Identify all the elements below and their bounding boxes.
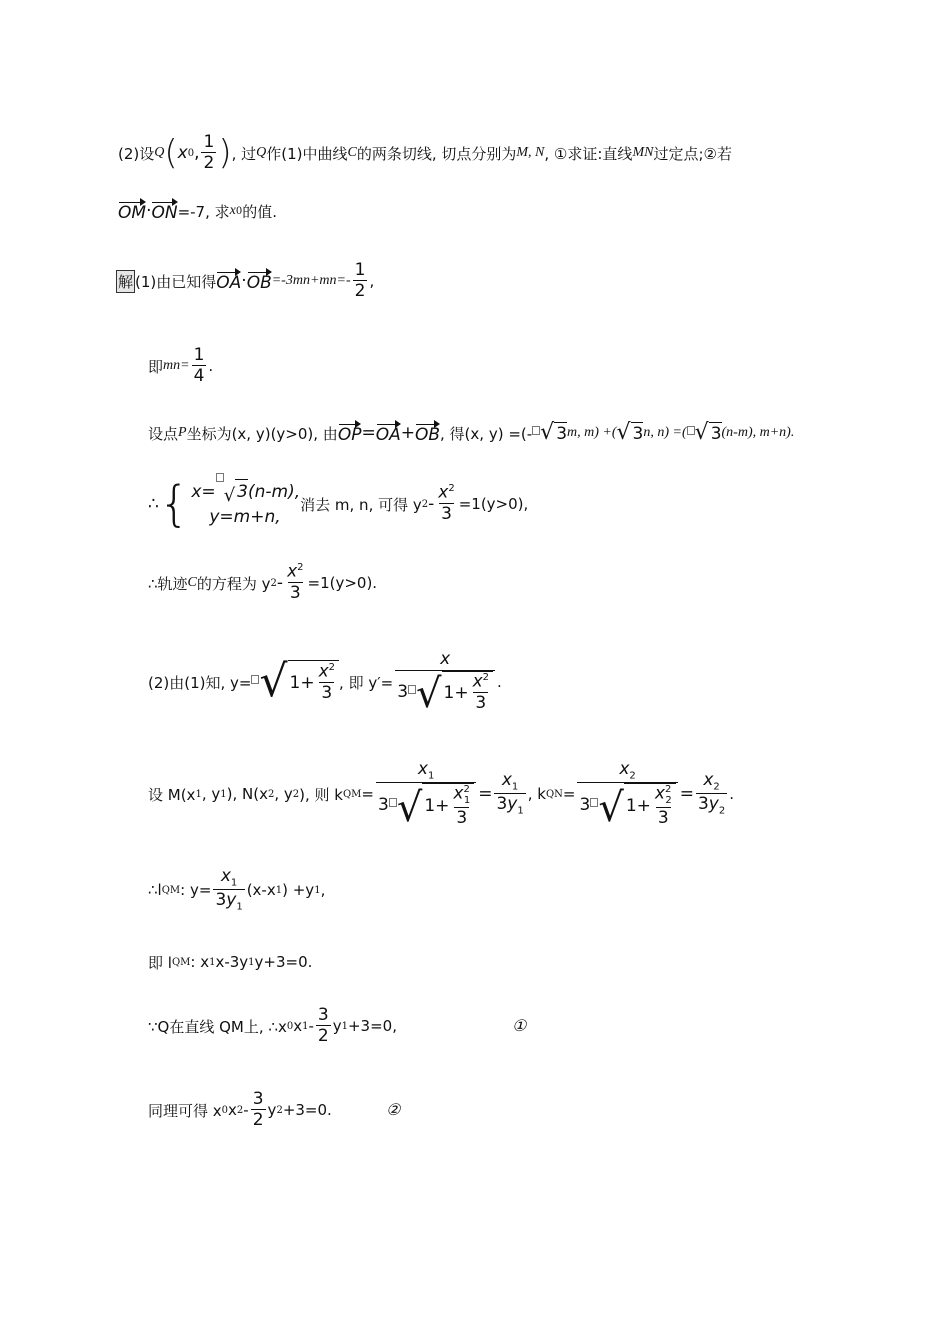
sqrt-3-a: √ 3: [540, 420, 568, 445]
plus-sign: +: [400, 423, 415, 443]
frac-den: 4: [193, 366, 205, 387]
equals-sign: =: [361, 423, 376, 443]
sol-l5-text: ∴轨迹: [148, 574, 188, 593]
sol-l9-text: 即 l: [148, 953, 172, 972]
placeholder-box-icon: [687, 426, 695, 435]
point-p: P: [178, 425, 187, 440]
three-halves: $\frac{3}{2}$: [317, 1004, 329, 1047]
line-mn: MN: [632, 145, 654, 160]
derivative-frac: [395, 649, 495, 717]
sub-qm: QM: [342, 788, 362, 800]
x-var: x: [472, 671, 483, 692]
sol-l10-b: x: [293, 1017, 303, 1035]
square-sup: 2: [448, 483, 455, 495]
sol-l3-a: m, m) +(: [567, 425, 617, 440]
sol-l5-end: =1(y>0).: [307, 574, 378, 592]
solution-label: 解: [116, 270, 135, 293]
sol-l7-d: ), 则 k: [299, 785, 343, 804]
frac-den: 3: [289, 583, 301, 604]
sub-qm: QM: [161, 884, 181, 896]
square-sup: 2: [482, 671, 490, 683]
placeholder-box-icon: [532, 426, 540, 435]
sol-l6-text: (2)由(1)知, y=: [148, 673, 252, 692]
solution-line-5: [148, 560, 377, 606]
sub-2: 2: [267, 788, 275, 800]
problem-text-c: 的两条切线, 切点分别为: [356, 144, 517, 163]
solution-line-11: [148, 1086, 448, 1134]
square-sup: 2: [297, 562, 304, 574]
problem-text-a: , 过: [231, 144, 257, 163]
sol-l4-end: =1(y>0),: [458, 495, 529, 513]
k-qn-frac: $x_2$ 3 √ 1+ $\frac{x^2_2}{3}$: [577, 760, 677, 828]
k-qm-frac: $x_1$ 3 √ 1+ $\frac{x^2_1}{3}$: [376, 760, 476, 828]
one-plus: 1+: [443, 682, 469, 703]
sub-0: 0: [286, 1020, 294, 1032]
sub-2: 2: [276, 1104, 283, 1116]
sol-l5-frac: [285, 562, 305, 604]
therefore-symbol: ∴: [148, 494, 159, 514]
sub-1: 1: [314, 884, 321, 896]
sub-2: 2: [292, 788, 300, 800]
problem-lead: (2)设: [118, 144, 155, 163]
vector-om: OM: [118, 199, 146, 223]
inner-frac: [471, 672, 491, 714]
solution-line-3: [148, 418, 794, 448]
placeholder-box-icon: [590, 798, 598, 807]
sol-l7-end: .: [729, 785, 734, 803]
radicand: 3: [632, 423, 644, 444]
x0-sub: 0: [235, 205, 243, 217]
solution-line-1: [116, 258, 374, 304]
q-fraction: [201, 133, 216, 174]
three-halves: $\frac{3}{2}$: [252, 1088, 264, 1131]
sol-l2-var: mn=: [163, 358, 190, 373]
square-sup: 2: [270, 577, 277, 589]
x-var: x: [318, 661, 329, 682]
sub-1: 1: [341, 1020, 348, 1032]
square-sup: 2: [421, 498, 429, 510]
sol-l3-c: (n-m), m+n).: [721, 425, 795, 440]
sqrt-expression-2: √ 1+ $\frac{x^2}{3}$: [416, 671, 493, 714]
sol-l2-text: 即: [148, 357, 164, 376]
sol-l10-text: ∵Q在直线 QM上, ∴x: [148, 1017, 287, 1036]
problem-text-f: 的值.: [242, 202, 278, 221]
y-var: y: [267, 1101, 277, 1119]
sol-l8-d: ,: [320, 881, 326, 899]
sol-l4-text: 消去 m, n, 可得 y: [300, 495, 422, 514]
q-x: x: [177, 143, 188, 163]
sol-l3-mid: 坐标为(x, y)(y>0), 由: [186, 424, 338, 443]
equation-marker-2: ②: [386, 1102, 401, 1119]
y-var: y: [332, 1017, 342, 1035]
sol-l1-text: (1)由已知得: [135, 272, 217, 291]
vector-on: ON: [151, 199, 177, 223]
sub-1: 1: [302, 1020, 309, 1032]
sub-0: 0: [221, 1104, 229, 1116]
problem-text-e: 过定点;②若: [653, 144, 732, 163]
vector-ob: OB: [247, 269, 272, 293]
frac-den: 3: [441, 504, 452, 525]
sol-l8-text: ∴l: [148, 881, 162, 899]
problem-text-b: 作(1)中曲线: [266, 144, 348, 163]
solution-line-6: [148, 644, 502, 720]
radicand: 3: [710, 423, 722, 444]
sol-l4-frac: [436, 483, 456, 525]
sol-l7-c: , y: [274, 785, 293, 803]
x0-var: x: [229, 203, 236, 218]
radicand: 3: [556, 423, 568, 444]
right-paren: ): [218, 133, 232, 173]
sub-1: 1: [195, 788, 202, 800]
q-x-sub: 0: [187, 147, 195, 159]
left-brace: {: [158, 476, 190, 532]
vector-oa: OA: [216, 269, 241, 293]
k-qn-simplified: $\frac{x_2}{3y_2}$: [697, 769, 726, 817]
frac-num: 1: [193, 344, 205, 365]
placeholder-box-icon: [216, 473, 224, 482]
placeholder-box-icon: [251, 675, 259, 684]
square-sup: 2: [328, 661, 336, 673]
problem-text-d: , ①求证:直线: [544, 144, 633, 163]
minus-sign: -: [276, 573, 284, 593]
sol-l7-a: , y: [201, 785, 221, 803]
sol-l7-text: 设 M(x: [148, 785, 196, 804]
inner-frac: [317, 662, 337, 704]
q-variable-2: Q: [256, 145, 267, 160]
sol-l8-c: ) +y: [282, 881, 315, 899]
sqrt-3-d: √ 3: [224, 479, 248, 505]
x-var: x: [287, 561, 298, 582]
solution-line-7: [148, 754, 734, 834]
sol-l8-b: (x-x: [246, 881, 276, 899]
vector-ob-2: OB: [415, 421, 440, 445]
left-paren: (: [164, 133, 178, 173]
sol-l2-frac: [192, 346, 207, 387]
sol-l3-text: 设点: [148, 424, 179, 443]
sol-l2-end: .: [208, 357, 214, 375]
problem-eq-val: =-7, 求: [177, 202, 230, 221]
sol-l9-d: y+3=0.: [254, 953, 313, 971]
vector-op: OP: [338, 421, 362, 445]
minus-sign: -: [428, 494, 435, 514]
sol-l1-end: ,: [369, 272, 375, 290]
sol-l3-rest: , 得(x, y) =(-: [440, 424, 533, 443]
sub-1: 1: [220, 788, 227, 800]
sys-row1-a: x=: [191, 481, 216, 502]
colon-y: : y=: [180, 881, 212, 899]
dot-operator: ·: [146, 201, 152, 221]
equals: =: [361, 785, 374, 803]
sub-1: 1: [248, 956, 255, 968]
points-mn: M, N: [516, 145, 545, 160]
frac-den: 3: [475, 693, 487, 714]
frac-den: 2: [354, 281, 366, 302]
radicand: 3: [235, 479, 248, 505]
sol-l9-c: x-3y: [215, 953, 249, 971]
sol-l5-mid: 的方程为 y: [196, 574, 271, 593]
sqrt-3-c: √ 3: [694, 420, 722, 445]
sub-1: 1: [275, 884, 283, 896]
curve-c: C: [347, 145, 357, 160]
equals: =: [562, 785, 576, 803]
frac-num: 1: [354, 259, 366, 280]
equation-marker-1: ①: [512, 1018, 527, 1035]
sol-l1-eq: =-3mn+mn=-: [271, 273, 351, 288]
placeholder-box-icon: [389, 798, 397, 807]
frac-den: 3: [321, 682, 333, 703]
problem-part2-line2: [118, 196, 277, 226]
frac-num: x: [440, 649, 451, 670]
equation-system: [191, 479, 300, 529]
solution-line-10: [148, 1002, 548, 1050]
sub-2: 2: [236, 1104, 244, 1116]
coef-3: 3: [397, 682, 409, 703]
frac-den: [395, 670, 495, 717]
sol-l7-b: ), N(x: [226, 785, 268, 803]
sol-l3-b: n, n) =(: [643, 425, 687, 440]
sol-l11-e: +3=0.: [282, 1101, 332, 1119]
sol-l9-b: : x: [190, 953, 210, 971]
sol-l1-frac: [353, 261, 368, 302]
sub-1: 1: [209, 956, 216, 968]
sol-l11-text: 同理可得 x: [148, 1101, 222, 1120]
solution-line-8: [148, 866, 325, 914]
system-row-2: y=m+n,: [209, 506, 281, 527]
solution-line-2: [148, 344, 213, 388]
radicand: [442, 671, 494, 714]
x-var: x: [438, 482, 449, 503]
q-frac-num: 1: [203, 131, 215, 152]
solution-line-4: [148, 476, 528, 532]
one-plus: 1+: [289, 672, 315, 693]
q-variable: Q: [154, 145, 165, 160]
curve-c: C: [187, 575, 197, 590]
sys-row1-b: (n-m),: [248, 481, 301, 502]
x-var: x: [228, 1101, 237, 1119]
sol-l6-end: .: [497, 673, 502, 691]
placeholder-box-icon: [408, 685, 416, 694]
problem-part2-line1: [118, 132, 732, 174]
solution-line-9: [148, 948, 312, 976]
radicand: [288, 660, 340, 704]
sol-l10-e: +3=0,: [347, 1017, 397, 1035]
sqrt-3-b: √ 3: [616, 420, 644, 445]
system-row-1: [191, 479, 300, 505]
dot-operator: ·: [241, 271, 247, 291]
minus: -: [243, 1101, 249, 1119]
equals-sign: =: [478, 784, 493, 804]
q-frac-den: 2: [203, 153, 215, 174]
sub-qm: QM: [171, 956, 191, 968]
vector-oa-2: OA: [376, 421, 401, 445]
sqrt-expression-1: √ 1+ $\frac{x^2}{3}$: [259, 660, 339, 704]
slope-frac: $\frac{x_1}{3y_1}$: [215, 865, 243, 913]
comma: ,: [194, 143, 200, 163]
sub-qn: QN: [545, 788, 563, 800]
sol-l7-f: , k: [527, 785, 546, 803]
sol-l6-mid: , 即 y′=: [339, 673, 394, 692]
equals-sign: =: [679, 784, 694, 804]
minus: -: [308, 1017, 314, 1035]
k-qm-simplified: $\frac{x_1}{3y_1}$: [496, 769, 524, 817]
